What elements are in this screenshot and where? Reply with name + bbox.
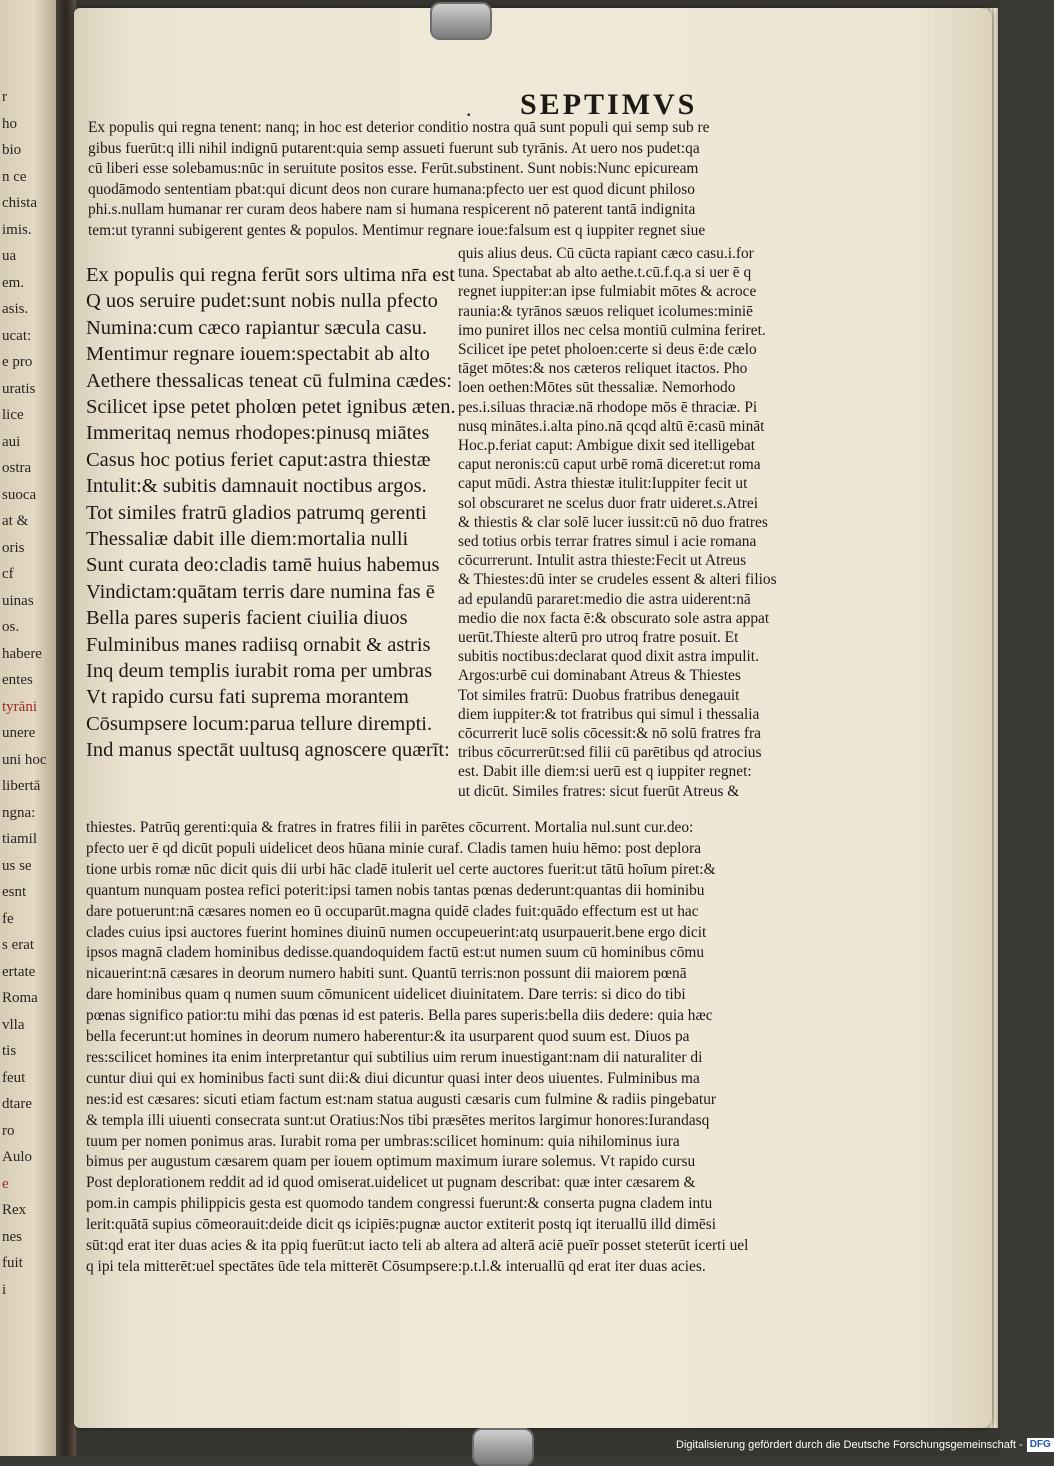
margin-fragment: uinas [2, 592, 34, 609]
commentary-bottom-line: bimus per augustum cæsarem quam per iouem optimum maximum iurare solemus. Vt rapido cursu [86, 1153, 696, 1171]
commentary-right-line: tribus cōcurrerūt:sed filii cū parētibus qd atrocius [458, 744, 762, 762]
margin-fragment: ostra [2, 460, 32, 476]
commentary-bottom-line: thiestes. Patrūq gerenti:quia & fratres in fratres filii in parētes cōcurrent. Mortalia nul.sunt cur.deo: [86, 819, 694, 836]
commentary-bottom-line: res:scilicet homines ita enim interpretantur qui subtilius uim rerum inuestigant:nam dii naturaliter di [86, 1048, 703, 1066]
commentary-bottom-line: bella fecerunt:ut homines in deorum numero haberentur:& ita usurparent quod suum est. Diuos pa [86, 1028, 690, 1045]
margin-fragment: aui [2, 433, 21, 450]
verses-line: Casus hoc potius feriet caput:astra thiestæ [86, 448, 431, 471]
margin-fragment: Roma [2, 990, 38, 1006]
commentary-right-line: caput neronis:cū caput urbē romā diceret:ut roma [458, 456, 761, 474]
margin-fragment: em. [2, 274, 25, 291]
verses-line: Sunt curata deo:cladis tamē huius habemus [86, 554, 440, 577]
margin-fragment: uni hoc [2, 751, 47, 768]
margin-fragment: fe [2, 910, 14, 927]
page-title: SEPTIMVS [520, 88, 698, 121]
commentary-bottom-line: q ipi tela mitterēt:uel spectātes ūde tela mitterēt Cōsumpsere:p.t.l.& interuallū qd erat iter duas acies. [86, 1257, 706, 1275]
verses-line: Fulminibus manes radiisq ornabit & astris [86, 633, 431, 656]
facing-page-edge [0, 0, 56, 1456]
margin-fragment: dtare [2, 1096, 32, 1112]
verses-line: Mentimur regnare iouem:spectabit ab alto [86, 343, 430, 366]
margin-fragment: feut [2, 1069, 26, 1086]
commentary-top-line: Ex populis qui regna tenent: nanq; in hoc est deterior conditio nostra quā sunt populi qui semp sub re [88, 119, 710, 136]
commentary-bottom-line: nes:id est cæsares: sicuti etiam factum est:nam statua augusti cæsaris cum fulmine & radiis pingebatur [86, 1090, 717, 1108]
margin-fragment: s erat [2, 937, 35, 953]
commentary-bottom-line: nicauerint:nā cæsares in deorum numero habiti sunt. Quantū terris:non possunt dii maiorem pœnā [86, 965, 687, 983]
margin-fragment: tiamil [2, 831, 37, 847]
commentary-bottom-line: sūt:qd erat iter duas acies & ita ppiq fuerūt:ut iacto teli ab altera ad alterā aciē pueīr posset steterūt icerti uel [86, 1237, 749, 1254]
commentary-right-line: sed totius orbis terrar fratres simul i acie romana [458, 533, 757, 550]
commentary-right-line: cōcurrerunt. Intulit astra thieste:Fecit ut Atreus [458, 552, 747, 570]
margin-fragment: i [2, 1281, 7, 1298]
commentary-bottom-line: dare potuerunt:nā cæsares nomen eo ū occuparūt.magna quidē clades fuit:quādo effectum est ut hac [86, 902, 699, 920]
margin-fragment: fuit [2, 1255, 23, 1271]
margin-fragment: bio [2, 142, 22, 158]
verses-line: Inq deum templis iurabit roma per umbras [86, 660, 433, 682]
commentary-bottom-line: quantum nunquam postea refici poterit:ipsi tamen nobis tantas pœnas dederunt:quantas dii hominibu [86, 881, 705, 899]
commentary-right-line: & Thiestes:dū inter se crudeles essent & alteri filios [458, 571, 777, 589]
commentary-right-line: tuna. Spectabat ab alto aethe.t.cū.f.q.a si uer ē q [458, 264, 752, 282]
commentary-bottom-line: pœnas significo patior:tu mihi das pœnas id est pateris. Bella pares superis:bella diis dedere: quia hæc [86, 1007, 713, 1025]
verses-line: Ind manus spectāt uultusq agnoscere quærīt: [86, 739, 450, 762]
margin-fragment: e [2, 1175, 9, 1192]
margin-fragment: esnt [2, 884, 27, 900]
verses-line: Numina:cum cæco rapiantur sæcula casu. [86, 316, 427, 339]
commentary-right-line: raunia:& tyrānos sæuos reliquet icolumes:miniē [458, 302, 753, 320]
commentary-right-line: quis alius deus. Cū cūcta rapiant cæco casu.i.for [458, 245, 754, 262]
margin-fragment: unere [2, 725, 36, 741]
margin-fragment: os. [2, 619, 20, 635]
margin-fragment: ro [2, 1122, 15, 1139]
commentary-right-line: uerūt.Thieste alterū pro utroq fratre posuit. Et [458, 629, 739, 646]
verses-line: Cōsumpsere locum:parua tellure dirempti. [86, 712, 433, 735]
margin-fragment: ertate [2, 963, 36, 980]
digitization-footer [676, 1436, 1051, 1454]
commentary-top-line: tem:ut tyranni subigerent gentes & populos. Mentimur regnare ioue:falsum est q iuppiter regnet siue [88, 221, 706, 239]
margin-fragment: Rex [2, 1202, 27, 1218]
margin-fragment: oris [2, 539, 25, 556]
commentary-bottom-line: Post deplorationem reddit ad id quod omiserat.uidelicet ut pugnam describat: quæ inter cæsarem & [86, 1174, 696, 1192]
verses-line: Bella pares superis facient ciuilia diuos [86, 607, 408, 630]
commentary-top-line: gibus fuerūt:q illi nihil indignū putarent:quia semp assueti fuerunt sub tyrānis. At uero nos pudet:qa [88, 139, 700, 157]
commentary-right-line: diem iuppiter:& tot fratribus qui simul i thessalia [458, 705, 760, 723]
commentary-bottom-line: tuum per nomen ponimus aras. Iurabit roma per umbras:scilicet hominum: quia nihilominus iura [86, 1132, 680, 1150]
footer-text: Digitalisierung gefördert durch die Deutsche Forschungsgemeinschaft - [676, 1439, 1023, 1451]
margin-fragment: Aulo [2, 1149, 32, 1165]
commentary-right-line: medio die nox facta ē:& obscurato sole astra appat [458, 609, 770, 627]
verses-line: Thessaliæ dabit ille diem:mortalia nulli [86, 528, 409, 550]
header-dot: . [466, 96, 472, 121]
verses-line: Scilicet ipse petet pholœn petet ignibus æten. [86, 396, 456, 418]
commentary-bottom-line: tione urbis romæ nūc dicit quis dii urbi hāc cladē itulerit uel certe auctores fuerit:ut tātū hoīum piret:& [86, 860, 716, 878]
book-page [74, 8, 992, 1428]
margin-fragment: chista [2, 195, 37, 211]
commentary-right-line: Tot similes fratrū: Duobus fratribus denegauit [458, 686, 740, 704]
verses-line: Tot similes fratrū gladios patrumq gerenti [86, 501, 427, 524]
commentary-bottom-line: pom.in campis philippicis gesta est quomodo tandem congressi fuerunt:& conserta pugna cladem intu [86, 1195, 713, 1213]
commentary-right-line: loen oethen:Mōtes sūt thessaliæ. Nemorhodo [458, 379, 736, 397]
commentary-right-line: caput mūdi. Astra thiestæ itulit:Iuppiter fecit ut [458, 475, 748, 493]
commentary-bottom-line: clades cuius ipsi auctores fuerint homines diuinū numen occupeuerint:atq usurpauerit.bene ergo dicit [86, 923, 707, 941]
commentary-right-line: ad epulandū pararet:medio die astra uiderent:nā [458, 590, 751, 608]
margin-fragment: ua [2, 248, 17, 264]
commentary-top-line: cū liberi esse solebamus:nūc in seruitute positos esse. Ferūt.substinent. Sunt nobis:Nunc epicuream [88, 160, 699, 177]
margin-fragment: vlla [2, 1016, 25, 1033]
commentary-right-line: & thiestis & clar solē lucer iussit:cū nō duo fratres [458, 513, 768, 531]
margin-fragment: lice [2, 407, 24, 423]
commentary-right-line: imo puniret illos nec celsa montiū culmina feriret. [458, 321, 766, 339]
margin-fragment: cf [2, 566, 14, 582]
margin-fragment: at & [2, 513, 29, 529]
verses-line: Vindictam:quātam terris dare numina fas ē [86, 580, 435, 603]
margin-fragment: habere [2, 645, 42, 662]
verses-line: Immeritaq nemus rhodopes:pinusq miātes [86, 422, 430, 445]
commentary-top-line: quodāmodo sententiam pbat:qui dicunt deos non curare humana:pfecto uer est quod dicunt philoso [88, 180, 695, 198]
commentary-right-line: pes.i.siluas thraciæ.nā rhodope mōs ē thraciæ. Pi [458, 398, 758, 416]
commentary-bottom-line: cuntur diui qui ex hominibus facti sunt dii:& diui dicuntur quasi inter deos uiuentes. Fulminibus ma [86, 1069, 700, 1087]
commentary-bottom-line: ipsos magnā cladem hominibus dedisse.quandoquidem factū est:ut numen suum cū hominibus cōmu [86, 944, 705, 962]
commentary-right-line: ut dicūt. Similes fratres: sicut fuerūt Atreus & [458, 782, 740, 800]
margin-fragment: suoca [2, 486, 37, 503]
commentary-right-line: sol obscuraret ne scelus duor fratr uideret.s.Atrei [458, 494, 759, 512]
commentary-right-line: regnet iuppiter:an ipse fulmiabit mōtes & acroce [458, 283, 757, 301]
commentary-right-line: subitis noctibus:declarat quod dixit astra impulit. [458, 648, 759, 666]
margin-fragment: ngna: [2, 804, 36, 821]
commentary-right-line: nusq minātes.i.alta pino.nā qcqd altū ē:casū mināt [458, 417, 765, 435]
margin-fragment: uratis [2, 380, 36, 397]
margin-fragment: tyrāni [2, 698, 37, 715]
margin-fragment: nes [2, 1228, 22, 1245]
commentary-bottom-line: lerit:quātā supius cōmeorauit:deide dicit qs icipiēs:pugnæ auctor extiterit postq iqt iteruallū illd dimēsi [86, 1216, 717, 1234]
bottom-book-clip [472, 1428, 534, 1466]
margin-fragment: imis. [2, 221, 32, 238]
dfg-logo: DFG [1027, 1438, 1054, 1452]
margin-fragment: ucat: [2, 327, 32, 344]
margin-fragment: entes [2, 672, 33, 688]
verses-line: Q uos seruire pudet:sunt nobis nulla pfecto [86, 290, 438, 313]
commentary-top-line: phi.s.nullam humanar rer curam deos habere nam si humana respicerent nō paterent tantā indignita [88, 201, 696, 218]
margin-fragment: libertā [2, 778, 41, 794]
margin-fragment: n ce [2, 168, 27, 185]
commentary-right-line: Scilicet ipe petet pholoen:certe si deus ē:de cælo [458, 341, 757, 358]
commentary-bottom-line: dare hominibus quam q numen suum cōmunicent uidelicet diuinitatem. Dare terris: si dico do tibi [86, 986, 686, 1004]
commentary-right-line: Hoc.p.feriat caput: Ambigue dixit sed itelligebat [458, 437, 756, 454]
verses-line: Vt rapido cursu fati suprema morantem [86, 686, 409, 709]
book-gutter [56, 0, 76, 1456]
margin-fragment: r [2, 89, 7, 105]
verses-line: Ex populis qui regna ferūt sors ultima nr̄a est [86, 264, 455, 286]
commentary-right-line: Argos:urbē cui dominabant Atreus & Thiestes [458, 667, 741, 685]
top-book-clip [430, 2, 492, 40]
margin-fragment: us se [2, 857, 32, 874]
margin-fragment: tis [2, 1043, 17, 1059]
margin-fragment: e pro [2, 354, 33, 370]
commentary-right-line: cōcurrerit lucē solis cōcessit:& nō solū fratres fra [458, 725, 762, 742]
commentary-right-line: tāget mōtes:& nos cæteros reliquet itactos. Pho [458, 360, 748, 378]
verses-line: Intulit:& subitis damnauit noctibus argos. [86, 475, 427, 498]
commentary-right-line: est. Dabit ille diem:si uerū est q iuppiter regnet: [458, 763, 752, 781]
verses-line: Aethere thessalicas teneat cū fulmina cædes: [86, 369, 453, 392]
margin-fragment: asis. [2, 301, 29, 317]
commentary-bottom-line: & templa illi uiuenti consecrata sunt:ut Oratius:Nos tibi præsētes meritos largimur honores:Iurandasq [86, 1111, 710, 1129]
margin-fragment: ho [2, 115, 17, 132]
commentary-bottom-line: pfecto uer ē qd dicūt populi uidelicet deos hūana minie curaf. Cladis tamen huiu hēmo: post deplora [86, 839, 702, 857]
